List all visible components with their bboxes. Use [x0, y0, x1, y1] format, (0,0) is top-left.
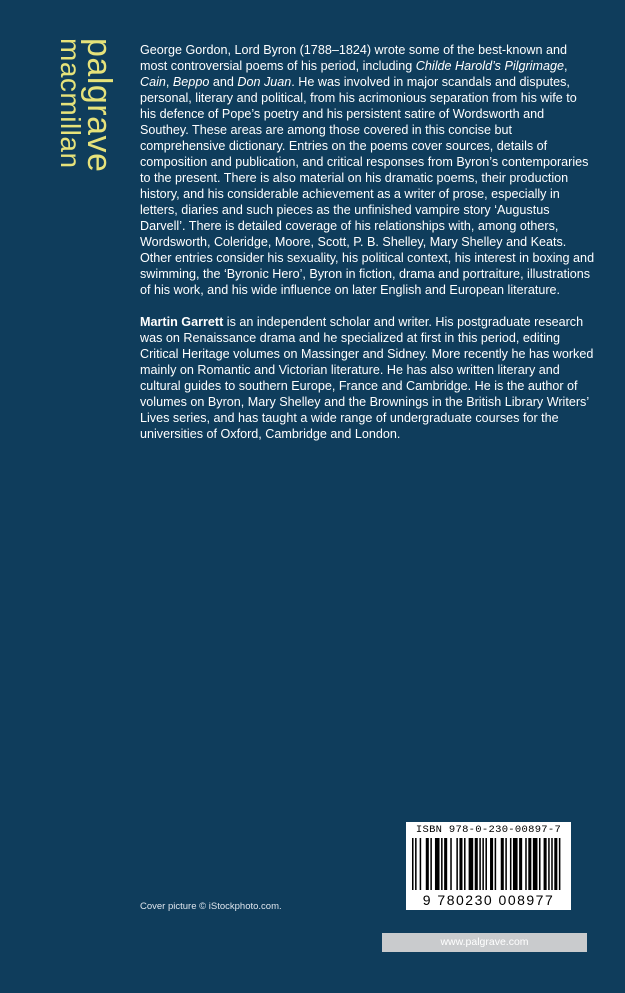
text-run: . He was involved in major scandals and disputes, personal, literary and political, from his acrimonious separation from his wife to his defence of Pope’s poetry and his persistent satire of Wordsworth and Southey. These areas are among those covered in this concise but comprehensive dictionary. Entries on the poems cover sources, details of composition and publication, and critical responses from Byron’s contemporaries to the present. There is also material on his dramatic poems, their production history, and his considerable achievement as a writer of prose, especially in letters, diaries and such pieces as the unfinished vampire story ‘Augustus Darvell’. There is detailed coverage of his relationships with, among others, Wordsworth, Coleridge, Moore, Scott, P. B. Shelley, Mary Shelley and Keats. Other entries consider his sexuality, his political context, his interest in boxing and swimming, the ‘Byronic Hero’, Byron in fiction, drama and portraiture, illustrations of his work, and his wide influence on later English and European literature. — [140, 75, 595, 297]
barcode-bar — [464, 838, 466, 890]
barcode-bar — [412, 838, 414, 890]
barcode-bar — [551, 838, 553, 890]
barcode-bar — [490, 838, 493, 890]
isbn-barcode — [406, 822, 571, 910]
barcode-bar — [505, 838, 507, 890]
italic-title: Cain — [140, 75, 166, 89]
barcode-bar — [559, 838, 561, 890]
logo-palgrave: palgrave — [79, 38, 118, 173]
italic-title: Don Juan — [237, 75, 292, 89]
barcode-bar — [426, 838, 429, 890]
barcode-bar — [420, 838, 422, 890]
text-run: George Gordon, Lord Byron (1788–1824) wrote some of the best-known and most controversial poems of his period, including — [140, 43, 568, 73]
publisher-logo — [56, 38, 126, 178]
publisher-website[interactable]: www.palgrave.com — [382, 933, 587, 952]
barcode-bar — [459, 838, 462, 890]
italic-title: Childe Harold’s Pilgrimage — [415, 59, 564, 73]
text-run: , — [165, 75, 173, 89]
barcode-bar — [533, 838, 538, 890]
isbn-number: ISBN 978-0-230-00897-7 — [415, 824, 562, 836]
barcode-bar — [482, 838, 484, 890]
author-bio — [140, 314, 596, 442]
barcode-bar — [513, 838, 518, 890]
barcode-bar — [475, 838, 478, 890]
barcode-bar — [510, 838, 512, 890]
barcode-bar — [528, 838, 531, 890]
barcode-bar — [539, 838, 541, 890]
text-run: , — [563, 59, 568, 73]
barcode-bar — [525, 838, 527, 890]
barcode-bar — [469, 838, 474, 890]
logo-macmillan: macmillan — [54, 38, 86, 169]
barcode-bar — [450, 838, 452, 890]
book-description — [140, 42, 596, 298]
text-run: and — [209, 75, 238, 89]
barcode-bar — [479, 838, 481, 890]
author-name: Martin Garrett — [140, 315, 224, 329]
barcode-bar — [554, 838, 557, 890]
cover-credit: Cover picture © iStockphoto.com. — [140, 901, 282, 912]
publisher-logo-text — [54, 38, 118, 173]
text-run: is an independent scholar and writer. His postgraduate research was on Renaissance drama and he specialized at first in this period, editing Critical Heritage volumes on Massinger and Sidney. More recently he has worked mainly on Romantic and Victorian literature. He has also written literary and cultural guides to southern Europe, France and Cambridge. He is the author of volumes on Byron, Mary Shelley and the Brownings in the British Library Writers’ Lives series, and has taught a wide range of undergraduate courses for the universities of Oxford, Cambridge and London. — [140, 315, 594, 441]
barcode-bar — [456, 838, 458, 890]
barcode-bar — [495, 838, 497, 890]
back-cover-blurb — [140, 42, 596, 442]
italic-title: Beppo — [172, 75, 210, 89]
barcode-bar — [415, 838, 417, 890]
barcode-bar — [544, 838, 547, 890]
barcode-digits: 9 780230 008977 — [422, 892, 555, 908]
barcode-bar — [501, 838, 504, 890]
barcode-bars — [412, 838, 565, 890]
barcode-bar — [430, 838, 432, 890]
barcode-bar — [485, 838, 487, 890]
barcode-bar — [435, 838, 440, 890]
barcode-bar — [548, 838, 550, 890]
barcode-bar — [519, 838, 522, 890]
barcode-bar — [444, 838, 447, 890]
barcode-bar — [441, 838, 443, 890]
